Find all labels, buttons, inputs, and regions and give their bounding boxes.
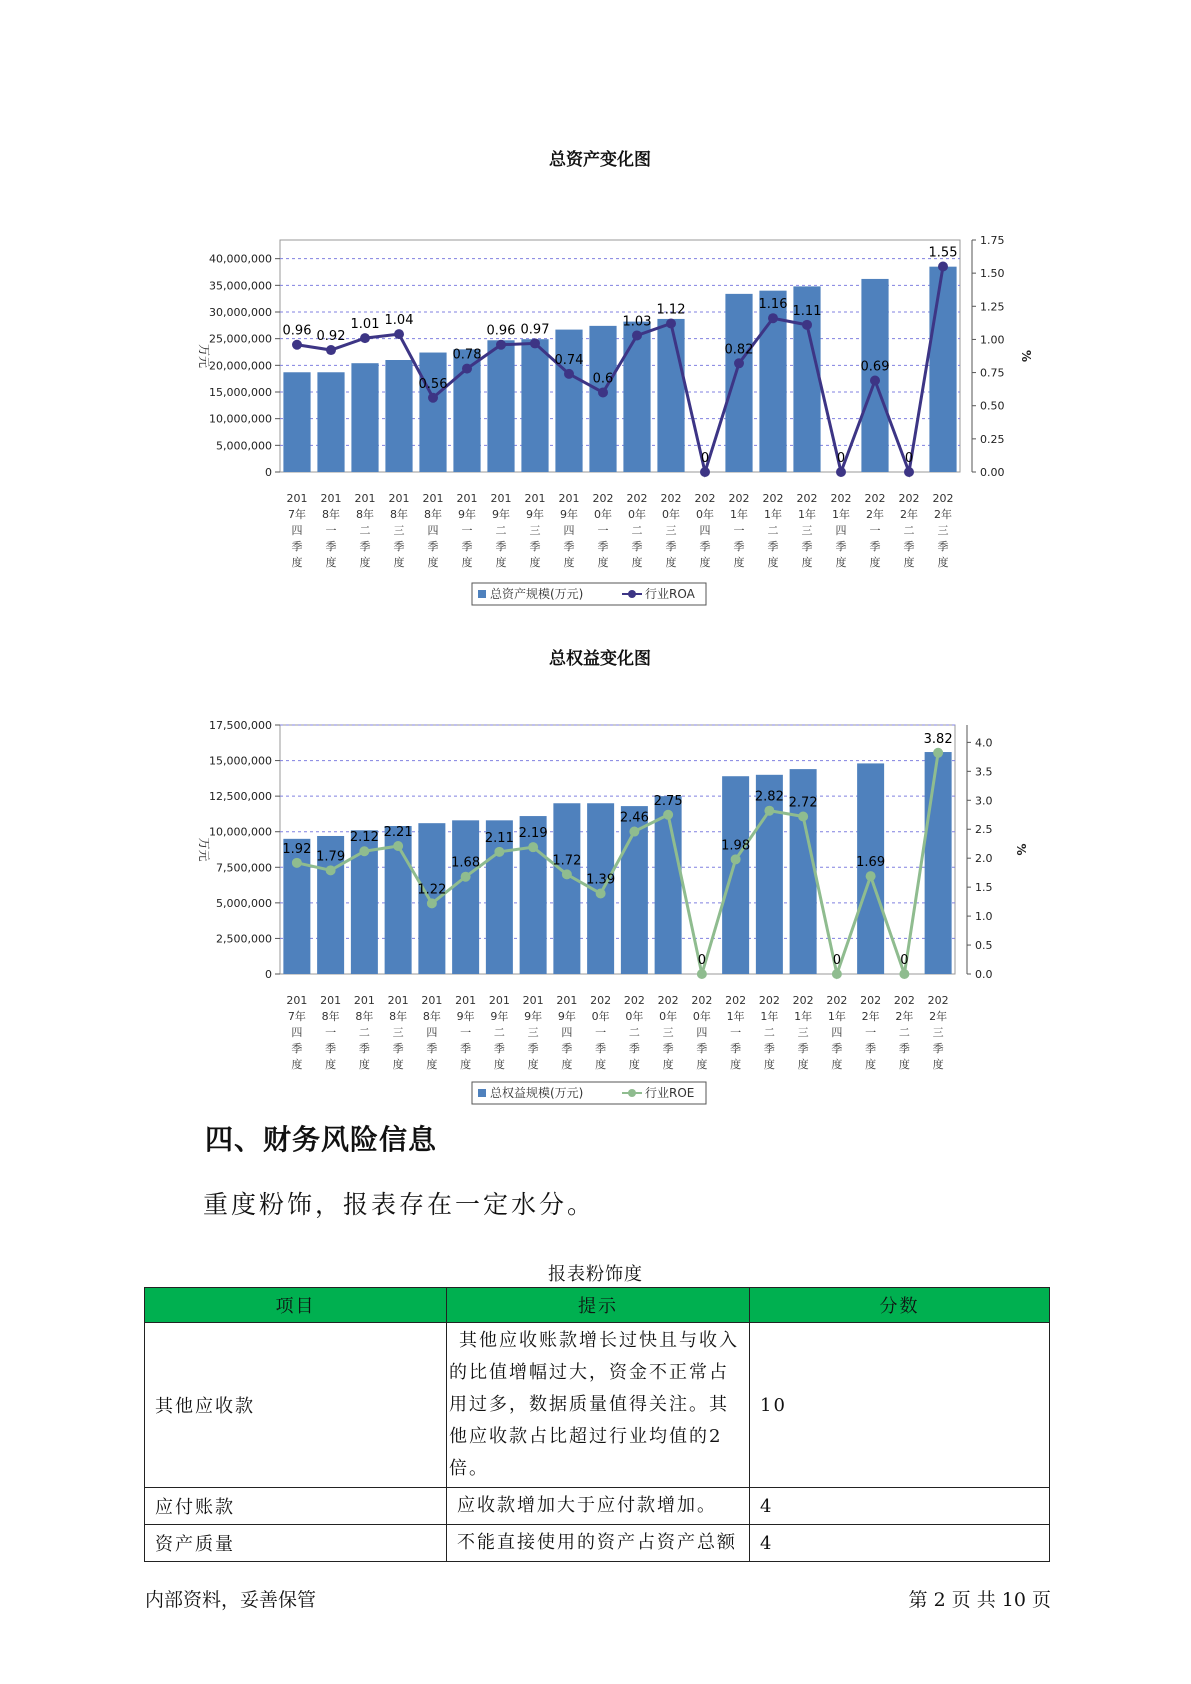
line-point xyxy=(632,330,642,340)
line-point xyxy=(768,313,778,323)
line-point xyxy=(292,858,302,868)
line-point xyxy=(496,340,506,350)
bar xyxy=(419,353,446,472)
y-tick-label: 10,000,000 xyxy=(209,825,272,839)
line-point xyxy=(359,846,369,856)
x-tick-label: 201 9年三季度 xyxy=(524,492,546,569)
row-hint: 不能直接使用的资产占资产总额 xyxy=(447,1525,750,1562)
y2-tick-label: 2.0 xyxy=(975,852,993,866)
x-tick-label: 201 8年二季度 xyxy=(353,994,375,1071)
data-label: 1.39 xyxy=(586,872,616,888)
chart-title: 总资产变化图 xyxy=(549,150,651,170)
x-tick-label: 201 9年二季度 xyxy=(490,492,512,569)
x-tick-label: 201 8年四季度 xyxy=(421,994,443,1071)
line-point xyxy=(802,320,812,330)
line-point xyxy=(562,869,572,879)
x-tick-label: 202 0年四季度 xyxy=(694,492,716,569)
x-tick-label: 201 9年一季度 xyxy=(455,994,477,1071)
line-point xyxy=(904,467,914,477)
data-label: 2.75 xyxy=(653,793,683,809)
data-label: 0 xyxy=(700,451,710,466)
plot-frame xyxy=(280,240,960,472)
data-label: 2.12 xyxy=(349,830,379,846)
bar xyxy=(452,820,479,974)
y2-axis-label: % xyxy=(1019,349,1033,363)
line-point xyxy=(461,872,471,882)
y-tick-label: 35,000,000 xyxy=(209,279,272,293)
y2-tick-label: 3.0 xyxy=(975,794,993,808)
y2-axis-label: % xyxy=(1014,843,1028,856)
data-label: 0.97 xyxy=(520,322,550,338)
line-point xyxy=(598,387,608,397)
legend-line-label: 行业ROE xyxy=(645,1086,695,1100)
legend-bar-label: 总资产规模(万元) xyxy=(490,587,584,601)
row-hint: 其他应收账款增长过快且与收入的比值增幅过大，资金不正常占用过多，数据质量值得关注。其他应收款占比超过行业均值的2倍。 xyxy=(447,1323,750,1488)
y2-tick-label: 0.75 xyxy=(980,366,1005,380)
y2-tick-label: 1.50 xyxy=(980,267,1005,281)
x-tick-label: 202 1年一季度 xyxy=(725,994,747,1071)
y-tick-label: 5,000,000 xyxy=(216,439,272,453)
table-row xyxy=(145,1323,1050,1488)
section-heading: 四、财务风险信息 xyxy=(205,1123,438,1156)
bar xyxy=(722,776,749,974)
y-tick-label: 10,000,000 xyxy=(209,412,272,426)
line-point xyxy=(393,841,403,851)
data-label: 0 xyxy=(836,451,846,466)
data-label: 2.46 xyxy=(619,810,649,826)
data-label: 0.96 xyxy=(486,323,516,339)
line-point xyxy=(734,358,744,368)
bar xyxy=(317,372,344,472)
line-point xyxy=(836,467,846,477)
legend-line-marker xyxy=(628,590,636,598)
header-score: 分数 xyxy=(750,1288,1050,1323)
line-point xyxy=(326,345,336,355)
header-hint: 提示 xyxy=(447,1288,750,1323)
x-tick-label: 201 8年三季度 xyxy=(387,994,409,1071)
line-point xyxy=(428,393,438,403)
footer-confidential: 内部资料，妥善保管 xyxy=(145,1589,317,1611)
line-point xyxy=(360,333,370,343)
bar xyxy=(487,340,514,472)
line-point xyxy=(564,369,574,379)
line-point xyxy=(700,467,710,477)
bar xyxy=(589,326,616,472)
risk-summary: 重度粉饰，报表存在一定水分。 xyxy=(203,1190,596,1219)
y-tick-label: 0 xyxy=(265,466,272,479)
data-label: 0 xyxy=(904,451,914,466)
line-point xyxy=(326,865,336,875)
table-row xyxy=(145,1488,1050,1525)
row-hint: 应收款增加大于应付款增加。 xyxy=(447,1488,750,1525)
line-point xyxy=(494,847,504,857)
data-label: 1.72 xyxy=(552,853,582,869)
x-tick-label: 201 9年四季度 xyxy=(558,492,580,569)
legend-bar-label: 总权益规模(万元) xyxy=(490,1086,584,1100)
x-tick-label: 202 1年一季度 xyxy=(728,492,750,569)
row-score: 10 xyxy=(750,1323,1050,1488)
y2-tick-label: 2.5 xyxy=(975,823,993,837)
data-label: 0.82 xyxy=(724,342,754,358)
page-number: 第 2 页 共 10 页 xyxy=(908,1589,1051,1611)
y2-tick-label: 1.00 xyxy=(980,333,1005,347)
x-tick-label: 201 8年二季度 xyxy=(354,492,376,569)
y-tick-label: 12,500,000 xyxy=(209,790,272,804)
x-tick-label: 202 0年一季度 xyxy=(592,492,614,569)
data-label: 0 xyxy=(900,953,909,968)
data-label: 1.11 xyxy=(792,303,822,319)
bar xyxy=(925,752,952,974)
y-tick-label: 0 xyxy=(265,968,272,981)
total-equity-chart-svg xyxy=(170,680,1030,1100)
x-tick-label: 201 9年一季度 xyxy=(456,492,478,569)
table-row xyxy=(145,1525,1050,1562)
x-tick-label: 201 9年三季度 xyxy=(522,994,544,1071)
y2-tick-label: 0.50 xyxy=(980,399,1005,413)
legend-bar-swatch xyxy=(478,590,486,598)
data-label: 1.16 xyxy=(758,297,788,313)
legend-bar-swatch xyxy=(478,1089,486,1097)
row-score: 4 xyxy=(750,1525,1050,1562)
y-tick-label: 15,000,000 xyxy=(209,754,272,768)
x-tick-label: 201 8年四季度 xyxy=(422,492,444,569)
line-point xyxy=(462,364,472,374)
y-tick-label: 30,000,000 xyxy=(209,306,272,319)
y2-tick-label: 1.75 xyxy=(980,234,1005,247)
risk-table xyxy=(144,1287,1050,1562)
x-tick-label: 202 2年三季度 xyxy=(927,994,949,1071)
y2-tick-label: 1.0 xyxy=(975,910,993,924)
y2-tick-label: 0.5 xyxy=(975,939,993,953)
data-label: 1.03 xyxy=(622,314,652,330)
data-label: 3.82 xyxy=(923,731,953,747)
data-label: 2.82 xyxy=(754,789,784,805)
y2-tick-label: 0.0 xyxy=(975,968,993,981)
bar xyxy=(283,372,310,472)
row-item: 应付账款 xyxy=(145,1488,447,1525)
line-point xyxy=(764,806,774,816)
bar xyxy=(725,294,752,472)
line-point xyxy=(292,340,302,350)
data-label: 2.72 xyxy=(788,795,818,811)
line-point xyxy=(697,969,707,979)
line-point xyxy=(933,748,943,758)
x-tick-label: 202 2年三季度 xyxy=(932,492,954,569)
x-tick-label: 202 0年四季度 xyxy=(691,994,713,1071)
y-axis-label: 万元 xyxy=(197,837,211,862)
line-point xyxy=(870,376,880,386)
bar xyxy=(861,279,888,472)
x-tick-label: 202 1年二季度 xyxy=(758,994,780,1071)
y2-tick-label: 3.5 xyxy=(975,765,993,779)
x-tick-label: 201 9年二季度 xyxy=(488,994,510,1071)
line-point xyxy=(731,854,741,864)
x-tick-label: 202 2年二季度 xyxy=(893,994,915,1071)
line-point xyxy=(666,319,676,329)
row-score: 4 xyxy=(750,1488,1050,1525)
data-label: 1.69 xyxy=(856,855,886,871)
table-caption: 报表粉饰度 xyxy=(548,1264,643,1285)
x-tick-label: 202 1年三季度 xyxy=(792,994,814,1071)
line-point xyxy=(866,871,876,881)
row-item: 其他应收款 xyxy=(145,1323,447,1488)
data-label: 1.12 xyxy=(656,302,686,318)
data-label: 0 xyxy=(697,953,707,968)
x-tick-label: 202 2年二季度 xyxy=(898,492,920,569)
x-tick-label: 202 1年四季度 xyxy=(830,492,852,569)
data-label: 0.78 xyxy=(452,347,482,363)
data-label: 1.92 xyxy=(282,841,312,857)
data-label: 0.6 xyxy=(592,371,614,387)
data-label: 1.79 xyxy=(316,849,346,865)
row-item: 资产质量 xyxy=(145,1525,447,1562)
line-point xyxy=(938,262,948,272)
x-tick-label: 202 0年三季度 xyxy=(660,492,682,569)
line-point xyxy=(798,811,808,821)
x-tick-label: 202 2年一季度 xyxy=(860,994,882,1071)
line-point xyxy=(530,338,540,348)
x-tick-label: 201 8年一季度 xyxy=(320,492,342,569)
bar xyxy=(351,363,378,472)
data-label: 1.01 xyxy=(350,317,380,333)
legend-line-marker xyxy=(628,1089,636,1097)
x-tick-label: 202 1年四季度 xyxy=(826,994,848,1071)
y-tick-label: 25,000,000 xyxy=(209,332,272,346)
data-label: 2.19 xyxy=(518,826,548,842)
data-label: 0.92 xyxy=(316,329,346,345)
data-label: 2.21 xyxy=(383,825,413,841)
chart-title: 总权益变化图 xyxy=(549,649,651,669)
y2-tick-label: 0.00 xyxy=(980,466,1005,479)
y2-tick-label: 0.25 xyxy=(980,432,1005,446)
data-label: 0.74 xyxy=(554,352,584,368)
data-label: 0 xyxy=(832,953,842,968)
bar xyxy=(653,793,683,974)
data-label: 0.96 xyxy=(282,323,312,339)
line-point xyxy=(394,329,404,339)
data-label: 2.11 xyxy=(484,830,514,846)
y-tick-label: 7,500,000 xyxy=(216,861,272,875)
data-label: 0.69 xyxy=(860,359,890,375)
line-point xyxy=(832,969,842,979)
y2-tick-label: 1.25 xyxy=(980,300,1005,314)
bar xyxy=(553,803,580,974)
data-label: 1.98 xyxy=(721,838,751,854)
bar xyxy=(657,319,684,472)
y-tick-label: 5,000,000 xyxy=(216,896,272,910)
line-point xyxy=(528,842,538,852)
x-tick-label: 202 1年三季度 xyxy=(796,492,818,569)
line-point xyxy=(899,969,909,979)
total-assets-chart-svg xyxy=(170,180,1033,601)
legend-line-label: 行业ROA xyxy=(645,587,695,601)
total-assets-chart xyxy=(170,140,1033,601)
y-tick-label: 17,500,000 xyxy=(209,719,272,732)
y-tick-label: 15,000,000 xyxy=(209,386,272,399)
x-tick-label: 202 0年二季度 xyxy=(626,492,648,569)
line-point xyxy=(663,810,673,820)
x-tick-label: 201 8年一季度 xyxy=(320,994,342,1071)
bar xyxy=(521,339,548,472)
data-label: 1.04 xyxy=(384,313,414,329)
y-axis-label: 万元 xyxy=(197,343,211,369)
bar xyxy=(385,360,412,472)
x-tick-label: 202 0年二季度 xyxy=(623,994,645,1071)
data-label: 1.22 xyxy=(417,882,447,898)
x-tick-label: 201 8年三季度 xyxy=(388,492,410,569)
line-point xyxy=(629,827,639,837)
x-tick-label: 202 0年三季度 xyxy=(657,994,679,1071)
x-tick-label: 202 1年二季度 xyxy=(762,492,784,569)
x-tick-label: 202 0年一季度 xyxy=(590,994,612,1071)
data-label: 1.68 xyxy=(451,855,481,871)
total-equity-chart xyxy=(170,640,1030,1100)
bar xyxy=(929,267,956,472)
x-tick-label: 201 7年四季度 xyxy=(286,994,308,1071)
x-tick-label: 202 2年一季度 xyxy=(864,492,886,569)
data-label: 0.56 xyxy=(418,376,448,392)
y-tick-label: 20,000,000 xyxy=(209,359,272,373)
bar xyxy=(555,330,582,472)
y-tick-label: 2,500,000 xyxy=(216,932,272,946)
line-point xyxy=(427,898,437,908)
line-point xyxy=(596,889,606,899)
header-item: 项目 xyxy=(145,1288,447,1323)
y-tick-label: 40,000,000 xyxy=(209,252,272,266)
y2-tick-label: 4.0 xyxy=(975,736,993,750)
data-label: 1.55 xyxy=(928,245,958,261)
table-header-row xyxy=(145,1288,1050,1323)
bar xyxy=(623,322,650,472)
y2-tick-label: 1.5 xyxy=(975,881,993,895)
x-tick-label: 201 9年四季度 xyxy=(556,994,578,1071)
x-tick-label: 201 7年四季度 xyxy=(286,492,308,569)
